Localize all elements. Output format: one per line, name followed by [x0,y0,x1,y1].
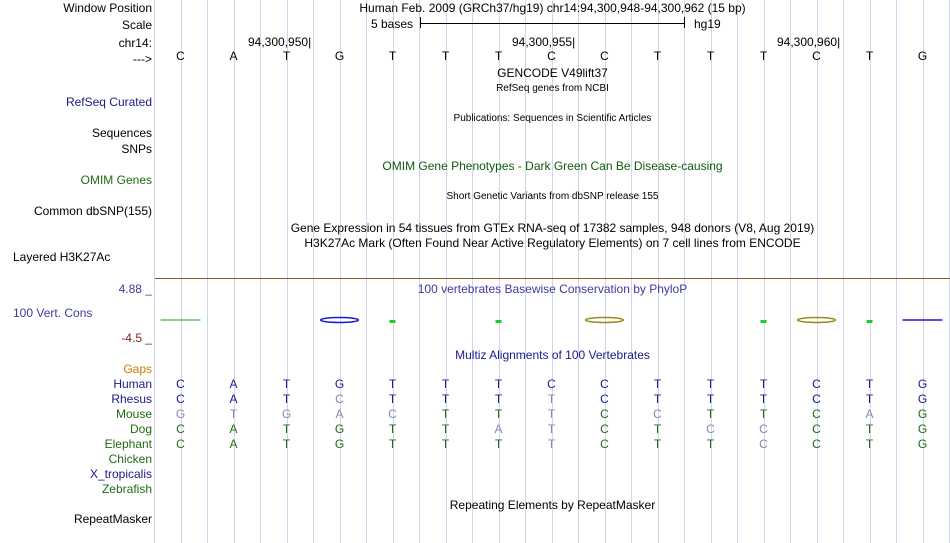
alignment-base: T [388,422,397,436]
alignment-base: T [547,422,556,436]
track-labels-panel [0,0,154,543]
alignment-base: T [441,422,450,436]
alignment-base: C [388,407,397,421]
alignment-base: T [653,422,662,436]
alignment-base: C [812,377,821,391]
reference-base: G [917,49,928,63]
alignment-base: C [706,422,715,436]
alignment-base: T [706,437,715,451]
track-label-refseq[interactable]: RefSeq Curated [65,95,152,109]
alignment-base: C [812,437,821,451]
alignment-base: T [229,407,238,421]
track-label-omim[interactable]: OMIM Genes [80,173,152,187]
reference-base: A [229,49,238,63]
alignment-base: T [282,422,291,436]
conservation-mark [586,318,624,323]
cons-max-label: 4.88 _ [118,282,152,296]
alignment-base: C [600,437,609,451]
multiz-title[interactable]: Multiz Alignments of 100 Vertebrates [455,348,650,362]
alignment-base: T [494,437,503,451]
species-label-rhesus: Rhesus [111,392,152,406]
alignment-base: G [917,392,928,406]
strand-toggle[interactable]: ---> [133,52,152,66]
publications-title[interactable]: Publications: Sequences in Scientific Articles [453,113,652,124]
alignment-base: G [175,407,186,421]
conservation-plot [155,0,950,543]
alignment-base: T [388,377,397,391]
alignment-base: T [494,392,503,406]
species-label-human: Human [113,377,152,391]
alignment-base: T [759,392,768,406]
alignment-base: A [494,422,503,436]
conservation-mark [496,320,502,323]
track-label-gaps[interactable]: Gaps [123,362,152,376]
alignment-base: T [547,407,556,421]
window-position-value: Human Feb. 2009 (GRCh37/hg19) chr14:94,300,948-94,300,962 (15 bp) [359,1,746,15]
alignment-base: C [335,392,344,406]
alignment-base: T [865,377,874,391]
alignment-base: C [176,377,185,391]
alignment-base: C [176,392,185,406]
alignment-base: T [865,392,874,406]
scale-assembly: hg19 [694,17,721,31]
omim-title[interactable]: OMIM Gene Phenotypes - Dark Green Can Be Disease-causing [382,159,723,173]
alignment-base: T [441,377,450,391]
alignment-base: C [600,392,609,406]
reference-base: T [865,49,874,63]
alignment-base: T [706,407,715,421]
ruler-position-1-text: 94,300,950 [248,35,309,49]
h3k27ac-title[interactable]: H3K27Ac Mark (Often Found Near Active Regulatory Elements) on 7 cell lines from ENCODE [304,236,801,250]
dbsnp-title[interactable]: Short Genetic Variants from dbSNP release 155 [446,191,659,202]
alignment-base: T [706,392,715,406]
alignment-base: T [388,437,397,451]
species-label-x_tropicalis: X_tropicalis [89,467,152,481]
alignment-base: A [229,437,238,451]
reference-base: T [388,49,397,63]
repeatmasker-title[interactable]: Repeating Elements by RepeatMasker [449,498,656,512]
scale-label: Scale [121,18,152,32]
alignment-base: T [865,422,874,436]
alignment-base: G [281,407,292,421]
reference-base: T [759,49,768,63]
gencode-title[interactable]: GENCODE V49lift37 [497,66,608,80]
conservation-mark [321,318,359,323]
alignment-base: C [600,377,609,391]
alignment-base: A [229,392,238,406]
ruler-position-3-text: 94,300,960 [777,35,838,49]
alignment-base: G [334,377,345,391]
alignment-base: T [441,437,450,451]
scale-text: 5 bases [371,17,414,31]
alignment-base: C [176,437,185,451]
ruler-position-1: 94,300,950| [248,35,312,49]
reference-base: C [176,49,185,63]
reference-base: T [494,49,503,63]
track-label-sequences[interactable]: Sequences [91,126,152,140]
track-label-cons[interactable]: 100 Vert. Cons [13,306,93,320]
alignment-base: T [441,407,450,421]
reference-base: C [547,49,556,63]
alignment-base: G [917,437,928,451]
alignment-base: A [229,422,238,436]
alignment-base: A [229,377,238,391]
track-label-repeatmasker[interactable]: RepeatMasker [73,512,152,526]
alignment-base: T [282,392,291,406]
conservation-mark [798,318,836,323]
alignment-base: T [759,377,768,391]
alignment-base: G [334,437,345,451]
alignment-base: T [653,392,662,406]
species-label-elephant: Elephant [104,437,152,451]
track-label-dbsnp[interactable]: Common dbSNP(155) [33,204,152,218]
track-label-h3k27ac[interactable]: Layered H3K27Ac [13,250,111,264]
species-label-dog: Dog [129,422,152,436]
alignment-base: C [547,377,556,391]
alignment-base: C [812,392,821,406]
track-group-separator [155,278,950,279]
species-label-mouse: Mouse [115,407,152,421]
reference-base: C [812,49,821,63]
alignment-base: C [176,422,185,436]
alignment-base: T [759,407,768,421]
reference-base: T [441,49,450,63]
alignment-base: T [494,407,503,421]
ruler-position-2: 94,300,955| [512,35,576,49]
alignment-base: C [600,422,609,436]
track-data-area[interactable] [155,0,950,543]
alignment-base: T [388,392,397,406]
refseq-subtitle: RefSeq genes from NCBI [496,83,609,94]
alignment-base: G [334,422,345,436]
reference-base: T [282,49,291,63]
alignment-base: T [282,437,291,451]
reference-base: G [334,49,345,63]
alignment-base: T [441,392,450,406]
species-label-chicken: Chicken [108,452,152,466]
alignment-base: T [547,392,556,406]
alignment-base: C [812,407,821,421]
alignment-base: T [865,437,874,451]
alignment-base: T [706,377,715,391]
alignment-base: G [917,422,928,436]
species-label-zebrafish: Zebrafish [101,482,152,496]
alignment-base: T [282,377,291,391]
cons-min-label: -4.5 _ [121,331,152,345]
reference-base: T [706,49,715,63]
alignment-base: G [917,407,928,421]
alignment-base: T [653,377,662,391]
phylop-title[interactable]: 100 vertebrates Basewise Conservation by PhyloP [417,282,688,296]
alignment-base: C [759,437,768,451]
chrom-label: chr14: [118,36,152,50]
reference-base: T [653,49,662,63]
alignment-base: T [494,377,503,391]
ruler-position-3: 94,300,960| [777,35,841,49]
track-label-snps[interactable]: SNPs [121,142,152,156]
alignment-base: T [547,437,556,451]
alignment-base: C [600,407,609,421]
alignment-base: T [653,437,662,451]
alignment-base: C [812,422,821,436]
alignment-base: C [653,407,662,421]
reference-base: C [600,49,609,63]
conservation-mark [867,320,873,323]
conservation-mark [390,320,396,323]
window-position-label: Window Position [63,1,152,15]
gtex-title[interactable]: Gene Expression in 54 tissues from GTEx RNA-seq of 17382 samples, 948 donors (V8, Aug 2019) [290,221,815,235]
alignment-base: A [335,407,344,421]
alignment-base: C [759,422,768,436]
conservation-mark [761,320,767,323]
alignment-base: A [865,407,874,421]
alignment-base: G [917,377,928,391]
ruler-position-2-text: 94,300,955 [512,35,573,49]
